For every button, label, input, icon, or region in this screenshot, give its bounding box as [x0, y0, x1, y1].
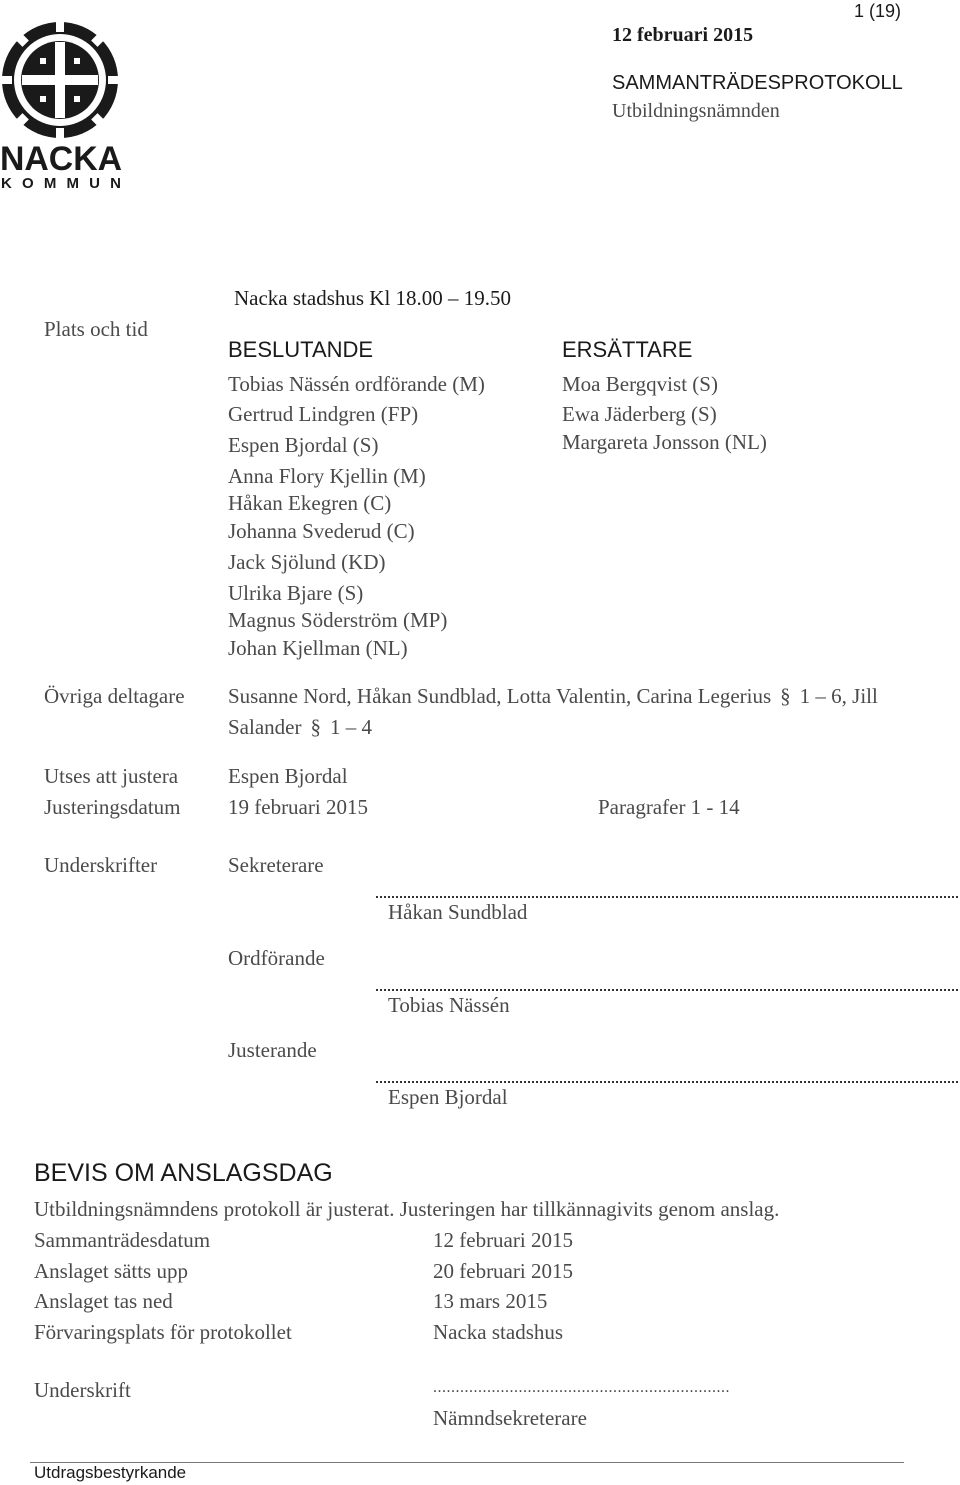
ordforande-label: Ordförande	[228, 946, 325, 970]
page-number: 1 (19)	[854, 1, 902, 21]
table-row-value: 20 februari 2015	[433, 1259, 573, 1283]
ovriga-range-1: 1 – 6, Jill	[799, 684, 878, 708]
ordforande-name: Tobias Nässén	[388, 993, 510, 1017]
logo-subline: KOMMUN	[1, 175, 121, 192]
list-item: Anna Flory Kjellin (M)	[228, 464, 426, 488]
table-row-value: 12 februari 2015	[433, 1228, 573, 1252]
ersattare-heading: ERSÄTTARE	[562, 337, 693, 362]
section-sign-icon: §	[310, 715, 321, 739]
table-row-label: Anslaget sätts upp	[34, 1259, 188, 1283]
list-item: Margareta Jonsson (NL)	[562, 430, 767, 454]
list-item: Moa Bergqvist (S)	[562, 372, 718, 396]
beslutande-heading: BESLUTANDE	[228, 337, 374, 362]
list-item: Ulrika Bjare (S)	[228, 581, 364, 605]
underskrift-label: Underskrift	[34, 1378, 131, 1402]
nacka-kommun-logo	[0, 18, 124, 193]
list-item: Johan Kjellman (NL)	[228, 636, 408, 660]
paragrafer: Paragrafer 1 - 14	[598, 795, 740, 819]
section-sign-icon: §	[780, 684, 791, 708]
justerande-name: Espen Bjordal	[388, 1085, 508, 1109]
logo-wordmark: NACKA	[0, 140, 122, 178]
footer-text: Utdragsbestyrkande	[34, 1463, 187, 1482]
header-date: 12 februari 2015	[612, 24, 754, 46]
table-row-value: Nacka stadshus	[433, 1320, 564, 1344]
nacka-shield-icon	[0, 18, 124, 193]
justera-value: Espen Bjordal	[228, 764, 348, 788]
committee-name: Utbildningsnämnden	[612, 100, 780, 122]
doc-type: SAMMANTRÄDESPROTOKOLL	[612, 72, 903, 94]
namndsekreterare-label: Nämndsekreterare	[433, 1406, 587, 1430]
table-row-value: 13 mars 2015	[433, 1289, 548, 1313]
ovriga-line-1	[228, 686, 878, 707]
list-item: Espen Bjordal (S)	[228, 433, 379, 457]
justerande-label: Justerande	[228, 1038, 317, 1062]
table-row-label: Anslaget tas ned	[34, 1289, 173, 1313]
justeringsdatum-label: Justeringsdatum	[44, 795, 181, 819]
justeringsdatum-value: 19 februari 2015	[228, 795, 368, 819]
signature-line	[376, 896, 958, 898]
ovriga-range-2: 1 – 4	[329, 715, 372, 739]
list-item: Tobias Nässén ordförande (M)	[228, 372, 485, 396]
list-item: Johanna Svederud (C)	[228, 519, 415, 543]
ovriga-names: Susanne Nord, Håkan Sundblad, Lotta Valentin, Carina Legerius	[228, 684, 772, 708]
list-item: Håkan Ekegren (C)	[228, 491, 392, 515]
signature-line	[376, 1081, 958, 1083]
underskrift-dots: ..................................................................	[433, 1379, 730, 1396]
justera-label: Utses att justera	[44, 764, 179, 788]
signature-line	[376, 989, 958, 991]
list-item: Ewa Jäderberg (S)	[562, 402, 717, 426]
bevis-heading: BEVIS OM ANSLAGSDAG	[34, 1159, 333, 1187]
ovriga-line-2	[228, 717, 372, 738]
ovriga-label: Övriga deltagare	[44, 684, 185, 708]
ovriga-names-2: Salander	[228, 715, 302, 739]
table-row-label: Sammanträdesdatum	[34, 1228, 211, 1252]
sekreterare-label: Sekreterare	[228, 853, 324, 877]
list-item: Gertrud Lindgren (FP)	[228, 402, 419, 426]
meeting-value: Nacka stadshus Kl 18.00 – 19.50	[234, 286, 512, 310]
bevis-intro: Utbildningsnämndens protokoll är justerat. Justeringen har tillkännagivits genom anslag.	[34, 1197, 780, 1221]
underskrifter-label: Underskrifter	[44, 853, 158, 877]
list-item: Jack Sjölund (KD)	[228, 550, 386, 574]
sekreterare-name: Håkan Sundblad	[388, 900, 528, 924]
table-row-label: Förvaringsplats för protokollet	[34, 1320, 292, 1344]
meeting-label: Plats och tid	[44, 317, 148, 341]
list-item: Magnus Söderström (MP)	[228, 608, 448, 632]
